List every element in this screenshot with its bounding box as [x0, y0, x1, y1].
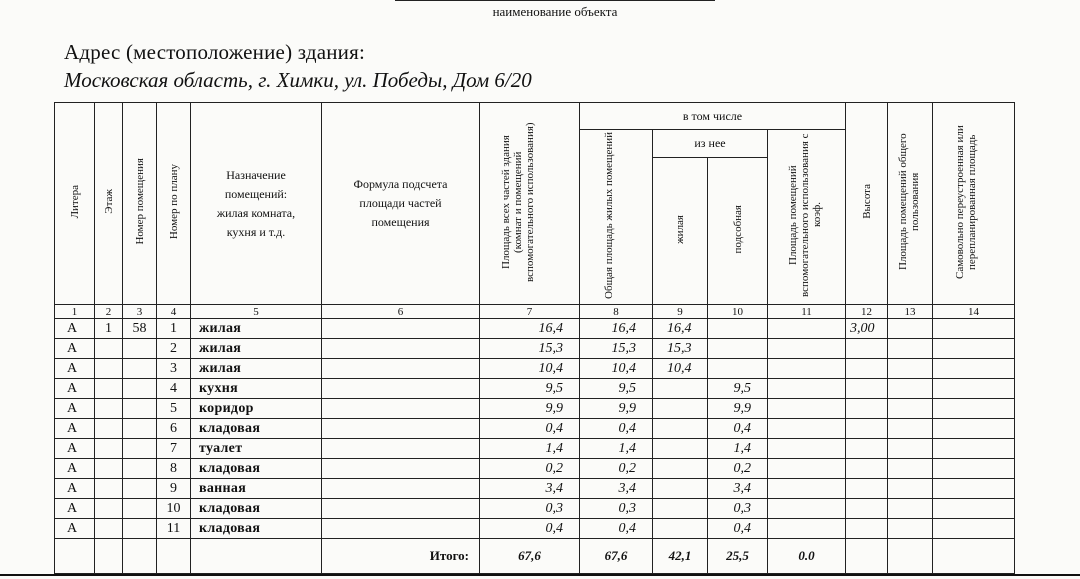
- cell-unauthorized-area: [933, 479, 1015, 499]
- cell-litera: А: [55, 499, 95, 519]
- cell-general-area: 0,4: [580, 419, 653, 439]
- cell-living-area: [653, 519, 708, 539]
- rooms-table: [54, 102, 1015, 574]
- col-header-group-in-total: в том числе: [580, 103, 846, 130]
- column-number: 9: [653, 305, 708, 319]
- cell-floor: [95, 439, 123, 459]
- cell-formula: [322, 359, 480, 379]
- cell-room-number: [123, 439, 157, 459]
- cell-room-number: [123, 339, 157, 359]
- cell-common-area: [888, 359, 933, 379]
- col-header-floor: Этаж: [95, 103, 123, 305]
- col-header-room-number: Номер помещения: [123, 103, 157, 305]
- cell-total-area: 0,4: [480, 519, 580, 539]
- cell-auxiliary-coef: [768, 419, 846, 439]
- cell-litera: А: [55, 479, 95, 499]
- table-row: [55, 359, 1015, 379]
- cell-room-purpose: кладовая: [191, 459, 322, 479]
- cell-formula: [322, 419, 480, 439]
- col-header-auxiliary-coef: Площадь помещений вспомогательного использования с коэф.: [768, 130, 846, 305]
- cell-general-area: 9,9: [580, 399, 653, 419]
- cell-auxiliary-coef: [768, 519, 846, 539]
- column-number: 8: [580, 305, 653, 319]
- cell-height: [846, 379, 888, 399]
- cell-utility-area: [708, 339, 768, 359]
- cell-height: [846, 359, 888, 379]
- cell-utility-area: 0,3: [708, 499, 768, 519]
- cell-room-number: [123, 419, 157, 439]
- totals-row: [55, 539, 1015, 574]
- cell-living-area: [653, 479, 708, 499]
- cell-room-purpose: кухня: [191, 379, 322, 399]
- cell-floor: [95, 459, 123, 479]
- cell-auxiliary-coef: [768, 439, 846, 459]
- cell-auxiliary-coef: [768, 499, 846, 519]
- cell-unauthorized-area: [933, 359, 1015, 379]
- cell-auxiliary-coef: [768, 319, 846, 339]
- cell-living-area: [653, 439, 708, 459]
- column-number: 12: [846, 305, 888, 319]
- cell-height: [846, 479, 888, 499]
- cell-unauthorized-area: [933, 419, 1015, 439]
- cell-living-area: 15,3: [653, 339, 708, 359]
- cell-floor: [95, 419, 123, 439]
- cell-living-area: [653, 379, 708, 399]
- table-row: [55, 379, 1015, 399]
- cell-room-number: [123, 519, 157, 539]
- cell-living-area: 16,4: [653, 319, 708, 339]
- cell-utility-area: 1,4: [708, 439, 768, 459]
- cell-plan-number: 8: [157, 459, 191, 479]
- column-number: 10: [708, 305, 768, 319]
- cell-common-area: [888, 339, 933, 359]
- col-header-living: жилая: [653, 158, 708, 305]
- cell-height: [846, 499, 888, 519]
- table-row: [55, 399, 1015, 419]
- cell-total-area: 10,4: [480, 359, 580, 379]
- cell-common-area: [888, 459, 933, 479]
- table-row: [55, 479, 1015, 499]
- cell-unauthorized-area: [933, 439, 1015, 459]
- cell-height: [846, 339, 888, 359]
- cell-room-purpose: жилая: [191, 319, 322, 339]
- table-row: [55, 319, 1015, 339]
- column-number: 13: [888, 305, 933, 319]
- cell-floor: [95, 359, 123, 379]
- col-header-plan-number: Номер по плану: [157, 103, 191, 305]
- cell-unauthorized-area: [933, 499, 1015, 519]
- cell-height: [846, 419, 888, 439]
- cell-formula: [322, 519, 480, 539]
- address-value: Московская область, г. Химки, ул. Победы, Дом 6/20: [64, 68, 532, 92]
- cell-total-area: 16,4: [480, 319, 580, 339]
- cell-room-number: [123, 499, 157, 519]
- cell-general-area: 0,2: [580, 459, 653, 479]
- cell-height: 3,00: [846, 319, 888, 339]
- cell-room-purpose: жилая: [191, 359, 322, 379]
- cell-auxiliary-coef: [768, 399, 846, 419]
- cell-utility-area: 9,5: [708, 379, 768, 399]
- caption-underline: [395, 0, 715, 1]
- cell-total-area: 0,4: [480, 419, 580, 439]
- cell-common-area: [888, 439, 933, 459]
- cell-auxiliary-coef: [768, 459, 846, 479]
- cell-common-area: [888, 519, 933, 539]
- column-number: 14: [933, 305, 1015, 319]
- cell-plan-number: 6: [157, 419, 191, 439]
- cell-formula: [322, 399, 480, 419]
- cell-auxiliary-coef: [768, 479, 846, 499]
- cell-height: [846, 459, 888, 479]
- totals-general-area: 67,6: [580, 539, 653, 574]
- cell-height: [846, 399, 888, 419]
- column-numbers-row: [55, 305, 1015, 319]
- cell-floor: [95, 399, 123, 419]
- cell-living-area: 10,4: [653, 359, 708, 379]
- cell-formula: [322, 339, 480, 359]
- cell-general-area: 3,4: [580, 479, 653, 499]
- cell-floor: [95, 519, 123, 539]
- col-header-litera: Литера: [55, 103, 95, 305]
- cell-common-area: [888, 399, 933, 419]
- cell-floor: [95, 379, 123, 399]
- cell-litera: А: [55, 339, 95, 359]
- cell-formula: [322, 439, 480, 459]
- table-row: [55, 339, 1015, 359]
- cell-litera: А: [55, 459, 95, 479]
- cell-general-area: 15,3: [580, 339, 653, 359]
- totals-utility-area: 25,5: [708, 539, 768, 574]
- cell-formula: [322, 499, 480, 519]
- cell-formula: [322, 319, 480, 339]
- column-number: 1: [55, 305, 95, 319]
- cell-room-number: [123, 379, 157, 399]
- cell-plan-number: 3: [157, 359, 191, 379]
- cell-unauthorized-area: [933, 339, 1015, 359]
- cell-auxiliary-coef: [768, 339, 846, 359]
- table-row: [55, 499, 1015, 519]
- cell-room-purpose: ванная: [191, 479, 322, 499]
- cell-auxiliary-coef: [768, 379, 846, 399]
- cell-litera: А: [55, 379, 95, 399]
- cell-room-number: [123, 459, 157, 479]
- object-name-caption: наименование объекта: [492, 4, 618, 19]
- cell-common-area: [888, 479, 933, 499]
- col-header-total-area: Площадь всех частей здания (комнат и помещений вспомогательного использования): [480, 103, 580, 305]
- cell-litera: А: [55, 439, 95, 459]
- cell-litera: А: [55, 319, 95, 339]
- cell-plan-number: 5: [157, 399, 191, 419]
- cell-room-purpose: кладовая: [191, 499, 322, 519]
- cell-room-purpose: коридор: [191, 399, 322, 419]
- cell-common-area: [888, 499, 933, 519]
- col-header-common-area: Площадь помещений общего пользования: [888, 103, 933, 305]
- cell-plan-number: 4: [157, 379, 191, 399]
- cell-litera: А: [55, 359, 95, 379]
- cell-plan-number: 2: [157, 339, 191, 359]
- cell-common-area: [888, 379, 933, 399]
- cell-living-area: [653, 399, 708, 419]
- cell-living-area: [653, 459, 708, 479]
- rooms-table-body: [55, 319, 1015, 539]
- cell-utility-area: 9,9: [708, 399, 768, 419]
- table-row: [55, 519, 1015, 539]
- cell-room-purpose: кладовая: [191, 419, 322, 439]
- table-row: [55, 459, 1015, 479]
- cell-utility-area: 0,4: [708, 519, 768, 539]
- cell-room-number: [123, 399, 157, 419]
- totals-total-area: 67,6: [480, 539, 580, 574]
- cell-floor: [95, 339, 123, 359]
- totals-label: Итого:: [322, 539, 480, 574]
- totals-auxiliary-coef: 0.0: [768, 539, 846, 574]
- totals-living-area: 42,1: [653, 539, 708, 574]
- header-row-1: [55, 103, 1015, 130]
- cell-general-area: 0,3: [580, 499, 653, 519]
- cell-total-area: 9,5: [480, 379, 580, 399]
- cell-floor: [95, 499, 123, 519]
- cell-total-area: 3,4: [480, 479, 580, 499]
- cell-common-area: [888, 419, 933, 439]
- cell-utility-area: [708, 359, 768, 379]
- col-header-formula: Формула подсчета площади частей помещения: [322, 103, 480, 305]
- table-row: [55, 439, 1015, 459]
- cell-unauthorized-area: [933, 379, 1015, 399]
- cell-plan-number: 9: [157, 479, 191, 499]
- cell-living-area: [653, 419, 708, 439]
- cell-living-area: [653, 499, 708, 519]
- cell-room-number: [123, 359, 157, 379]
- col-header-general-area: Общая площадь жилых помещений: [580, 130, 653, 305]
- cell-general-area: 1,4: [580, 439, 653, 459]
- column-number: 7: [480, 305, 580, 319]
- column-number: 3: [123, 305, 157, 319]
- cell-total-area: 9,9: [480, 399, 580, 419]
- cell-litera: А: [55, 519, 95, 539]
- cell-total-area: 1,4: [480, 439, 580, 459]
- cell-floor: [95, 479, 123, 499]
- address-label: Адрес (местоположение) здания:: [64, 40, 366, 64]
- cell-total-area: 15,3: [480, 339, 580, 359]
- cell-room-purpose: жилая: [191, 339, 322, 359]
- cell-formula: [322, 459, 480, 479]
- cell-floor: 1: [95, 319, 123, 339]
- cell-unauthorized-area: [933, 459, 1015, 479]
- page-bottom-border: [0, 574, 1080, 576]
- column-number: 4: [157, 305, 191, 319]
- cell-auxiliary-coef: [768, 359, 846, 379]
- cell-room-number: 58: [123, 319, 157, 339]
- cell-height: [846, 519, 888, 539]
- cell-plan-number: 1: [157, 319, 191, 339]
- cell-plan-number: 11: [157, 519, 191, 539]
- cell-unauthorized-area: [933, 399, 1015, 419]
- col-header-height: Высота: [846, 103, 888, 305]
- table-row: [55, 419, 1015, 439]
- cell-litera: А: [55, 419, 95, 439]
- cell-room-purpose: кладовая: [191, 519, 322, 539]
- col-header-unauthorized-area: Самовольно переустроенная или перепланированная площадь: [933, 103, 1015, 305]
- cell-height: [846, 439, 888, 459]
- col-header-group-of-which: из нее: [653, 130, 768, 158]
- cell-general-area: 10,4: [580, 359, 653, 379]
- cell-formula: [322, 379, 480, 399]
- cell-unauthorized-area: [933, 319, 1015, 339]
- cell-common-area: [888, 319, 933, 339]
- cell-utility-area: 3,4: [708, 479, 768, 499]
- cell-total-area: 0,2: [480, 459, 580, 479]
- cell-plan-number: 10: [157, 499, 191, 519]
- column-number: 5: [191, 305, 322, 319]
- col-header-utility: подсобная: [708, 158, 768, 305]
- cell-room-purpose: туалет: [191, 439, 322, 459]
- cell-utility-area: 0,2: [708, 459, 768, 479]
- col-header-purpose: Назначение помещений: жилая комната, кухня и т.д.: [191, 103, 322, 305]
- cell-litera: А: [55, 399, 95, 419]
- cell-general-area: 16,4: [580, 319, 653, 339]
- cell-utility-area: 0,4: [708, 419, 768, 439]
- column-number: 2: [95, 305, 123, 319]
- column-number: 11: [768, 305, 846, 319]
- cell-general-area: 0,4: [580, 519, 653, 539]
- cell-formula: [322, 479, 480, 499]
- column-number: 6: [322, 305, 480, 319]
- cell-utility-area: [708, 319, 768, 339]
- cell-plan-number: 7: [157, 439, 191, 459]
- cell-general-area: 9,5: [580, 379, 653, 399]
- cell-room-number: [123, 479, 157, 499]
- cell-total-area: 0,3: [480, 499, 580, 519]
- cell-unauthorized-area: [933, 519, 1015, 539]
